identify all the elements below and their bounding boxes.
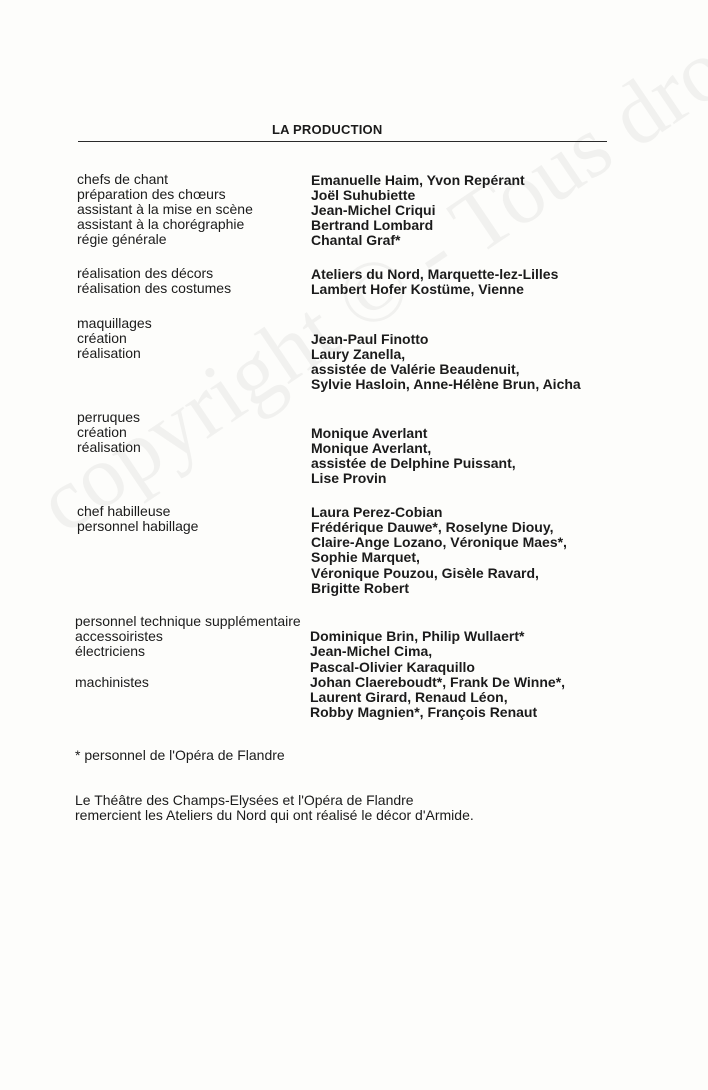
credit-name: Frédérique Dauwe*, Roselyne Diouy,: [311, 519, 554, 535]
credit-name: Joël Suhubiette: [311, 187, 416, 203]
credit-name: Robby Magnien*, François Renaut: [310, 704, 538, 720]
credit-role: création: [77, 330, 127, 346]
credit-name: Dominique Brin, Philip Wullaert*: [310, 628, 525, 644]
credit-name: Sophie Marquet,: [311, 549, 420, 565]
credit-role: accessoiristes: [75, 628, 163, 644]
credit-name: Sylvie Hasloin, Anne-Hélène Brun, Aicha: [311, 376, 581, 392]
credit-role: réalisation: [77, 439, 141, 455]
credit-role: réalisation des décors: [77, 265, 214, 281]
thanks-line: Le Théâtre des Champs-Elysées et l'Opéra de Flandre: [75, 792, 414, 808]
credit-role: chefs de chant: [77, 171, 169, 187]
credit-name: Bertrand Lombard: [311, 217, 434, 233]
credit-name: assistée de Delphine Puissant,: [311, 455, 516, 471]
credit-name: Monique Averlant: [311, 425, 428, 441]
credit-role: assistant à la chorégraphie: [77, 216, 245, 232]
credit-role: machinistes: [75, 674, 149, 690]
credit-role: personnel habillage: [77, 518, 199, 534]
credit-role: régie générale: [77, 231, 167, 247]
credit-role: création: [77, 424, 127, 440]
footnote: * personnel de l'Opéra de Flandre: [75, 747, 285, 763]
credit-name: Laury Zanella,: [311, 346, 406, 362]
credit-name: Lise Provin: [311, 470, 387, 486]
credit-name: Jean-Michel Criqui: [311, 202, 436, 218]
credit-name: Johan Claereboudt*, Frank De Winne*,: [310, 674, 566, 690]
credit-name: Véronique Pouzou, Gisèle Ravard,: [311, 565, 539, 581]
title-divider: [78, 141, 607, 142]
credit-name: Pascal-Olivier Karaquillo: [310, 659, 475, 675]
credit-name: Laurent Girard, Renaud Léon,: [310, 689, 508, 705]
credit-name: Jean-Paul Finotto: [311, 331, 429, 347]
credit-name: Claire-Ange Lozano, Véronique Maes*,: [311, 534, 567, 550]
credit-role: chef habilleuse: [77, 503, 171, 519]
credit-name: Monique Averlant,: [311, 440, 432, 456]
credit-name: Chantal Graf*: [311, 232, 401, 248]
credit-role: réalisation: [77, 345, 141, 361]
page-title: LA PRODUCTION: [272, 122, 383, 137]
credit-name: Lambert Hofer Kostüme, Vienne: [311, 281, 524, 297]
credit-section-heading: maquillages: [77, 315, 152, 331]
credit-name: Jean-Michel Cima,: [310, 643, 433, 659]
credit-role: préparation des chœurs: [77, 186, 226, 202]
credit-section-heading: perruques: [77, 409, 141, 425]
thanks-line: remercient les Ateliers du Nord qui ont réalisé le décor d'Armide.: [75, 807, 474, 823]
credit-name: Laura Perez-Cobian: [311, 504, 443, 520]
credit-role: assistant à la mise en scène: [77, 201, 253, 217]
credit-section-heading: personnel technique supplémentaire: [75, 613, 301, 629]
credit-role: réalisation des costumes: [77, 280, 232, 296]
credit-name: Brigitte Robert: [311, 580, 409, 596]
credit-name: Emanuelle Haim, Yvon Repérant: [311, 172, 525, 188]
credit-name: assistée de Valérie Beaudenuit,: [311, 361, 520, 377]
credit-name: Ateliers du Nord, Marquette-lez-Lilles: [311, 266, 559, 282]
credit-role: électriciens: [75, 643, 146, 659]
